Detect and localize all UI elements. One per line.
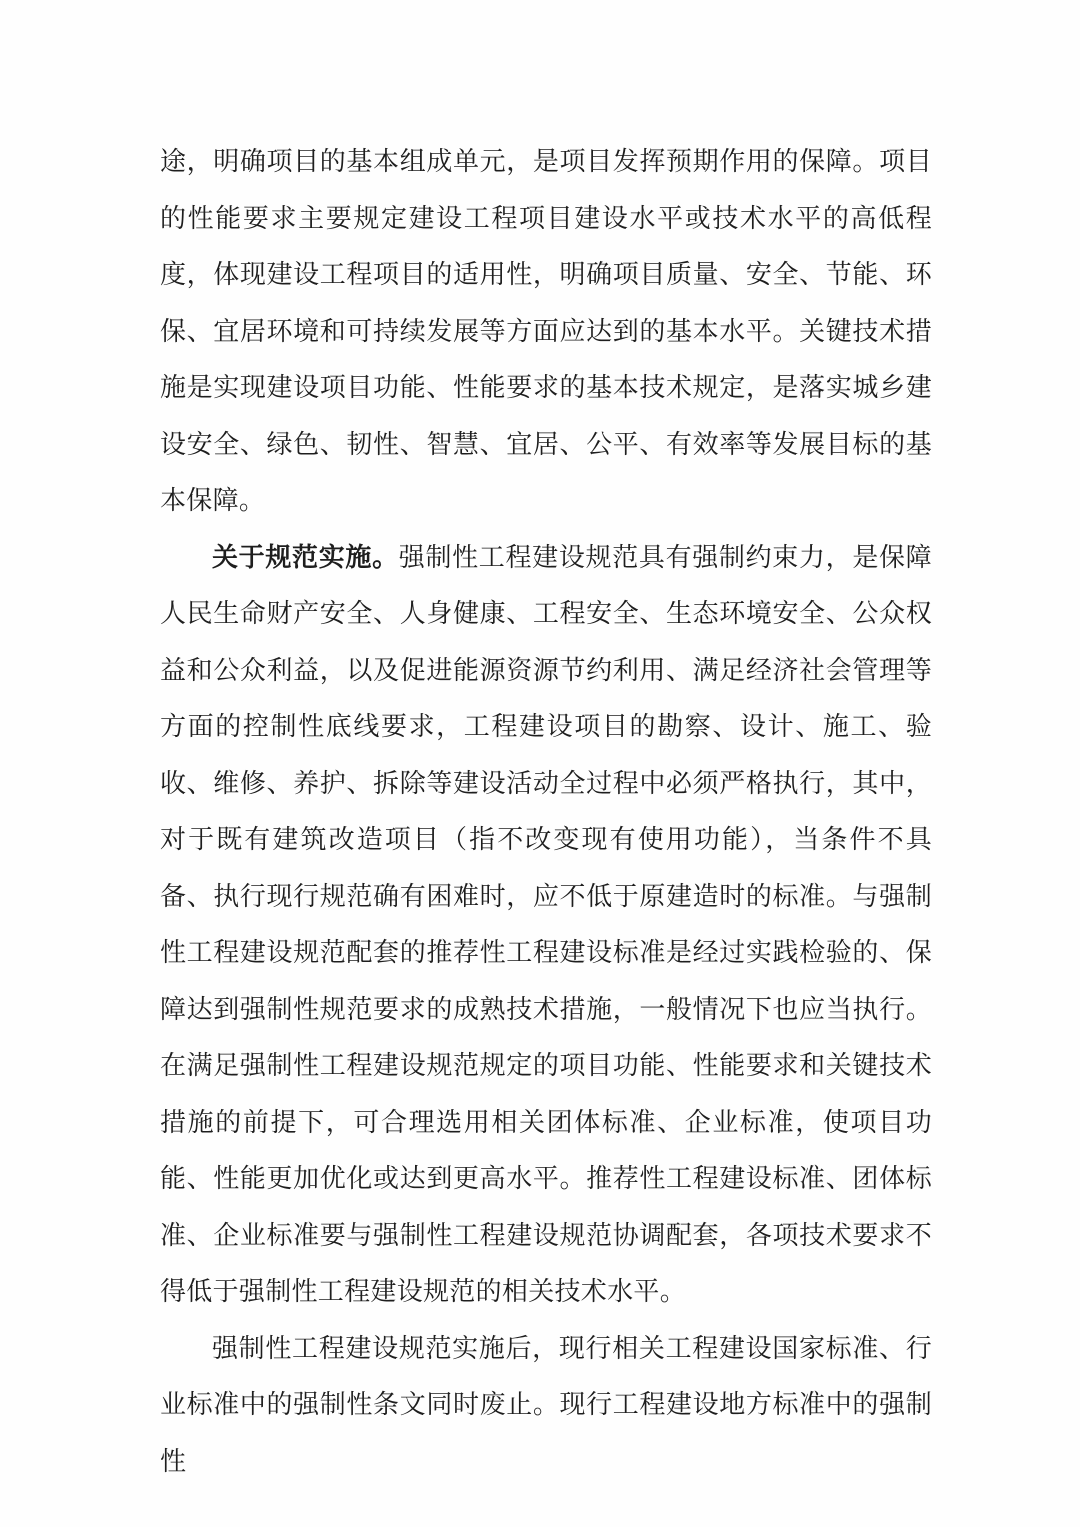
paragraph-text: 强制性工程建设规范实施后，现行相关工程建设国家标准、行业标准中的强制性条文同时废止。现行工程建设地方标准中的强制性: [160, 1333, 932, 1476]
paragraph-lead: 关于规范实施。: [212, 542, 399, 572]
paragraph-text: 强制性工程建设规范具有强制约束力，是保障人民生命财产安全、人身健康、工程安全、生态环境安全、公众权益和公众利益，以及促进能源资源节约利用、满足经济社会管理等方面的控制性底线要求，工程建设项目的勘察、设计、施工、验收、维修、养护、拆除等建设活动全过程中必须严格执行，其中，对于既有建筑改造项目（指不改变现有使用功能），当条件不具备、执行现行规范确有困难时，应不低于原建造时的标准。与强制性工程建设规范配套的推荐性工程建设标准是经过实践检验的、保障达到强制性规范要求的成熟技术措施，一般情况下也应当执行。在满足强制性工程建设规范规定的项目功能、性能要求和关键技术措施的前提下，可合理选用相关团体标准、企业标准，使项目功能、性能更加优化或达到更高水平。推荐性工程建设标准、团体标准、企业标准要与强制性工程建设规范协调配套，各项技术要求不得低于强制性工程建设规范的相关技术水平。: [160, 542, 932, 1306]
document-text-block: [160, 134, 932, 1490]
paragraph-1: [160, 134, 932, 530]
paragraph-2: [160, 530, 932, 1321]
paragraph-text: 途，明确项目的基本组成单元，是项目发挥预期作用的保障。项目的性能要求主要规定建设工程项目建设水平或技术水平的高低程度，体现建设工程项目的适用性，明确项目质量、安全、节能、环保、宜居环境和可持续发展等方面应达到的基本水平。关键技术措施是实现建设项目功能、性能要求的基本技术规定，是落实城乡建设安全、绿色、韧性、智慧、宜居、公平、有效率等发展目标的基本保障。: [160, 147, 932, 515]
paragraph-3: [160, 1321, 932, 1491]
